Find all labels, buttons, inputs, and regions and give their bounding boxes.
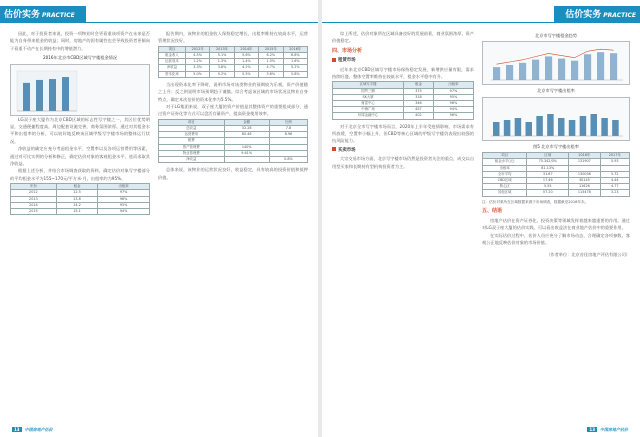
table-cell: 131907	[569, 159, 600, 165]
table-cell: 国贸三期	[333, 88, 404, 94]
table-cell: 1.6%	[283, 59, 307, 65]
table-cell: 2012	[11, 190, 57, 196]
table-cell: 5.72	[600, 171, 630, 177]
table-cell: 80.46	[224, 132, 269, 138]
table-cell: 出租率	[483, 165, 527, 171]
chart-bar	[493, 68, 500, 81]
table-row	[159, 71, 308, 77]
table-cell: 4.7%	[259, 65, 283, 71]
table-cell: 9.61%	[224, 150, 269, 156]
table-cell: 13.8	[56, 196, 98, 202]
table-header-row	[11, 184, 150, 190]
table-cell: 租金收入	[159, 53, 186, 59]
chart-bar	[532, 60, 539, 80]
chart-bar	[610, 54, 617, 81]
table-header-cell: 比例	[269, 119, 307, 125]
table-cell: 5.8%	[283, 71, 307, 77]
table-cell: 运营费用	[159, 132, 225, 138]
figure-title: 2016年北京市CBD区域写字楼租金情况	[42, 55, 118, 61]
table-cell: 运营成本	[159, 59, 186, 65]
table-cell: 6.8%	[283, 53, 307, 59]
paragraph: 大宗交易市场方面，北京写字楼市场仍然是投资者关注的重点，成交以自用型买家和长期持有型机构投资者为主。	[332, 156, 475, 169]
table-row	[333, 113, 474, 119]
table-header-cell: 2017年	[600, 153, 630, 159]
table-cell: 4.5%	[185, 53, 209, 59]
table-cell: 402	[404, 113, 434, 119]
table-cell: 11626	[569, 184, 600, 190]
table-header-cell: 项目	[159, 46, 186, 52]
table-cell: CBD区域	[483, 178, 527, 184]
line-chart-image	[482, 41, 630, 85]
chart-bar	[547, 114, 554, 136]
table-cell: 5.0%	[185, 71, 209, 77]
table-cell: 租金水平(元)	[483, 159, 527, 165]
table-cell: 12.5	[56, 190, 98, 196]
chart-bar	[558, 59, 565, 80]
table-cell: 3.23	[600, 190, 630, 196]
bar-chart-image	[482, 97, 630, 141]
paragraph: 综上所述，估价对象所在区域具备良好的发展前景，商业氛围浓厚，资产价值稳定。	[332, 31, 475, 44]
table-cell: 中海广场	[333, 107, 404, 113]
table-cell: 75.342/0%	[527, 159, 569, 165]
table-cell: 3.8%	[210, 65, 234, 71]
table-header-cell: 项目	[159, 119, 225, 125]
right-page	[322, 0, 640, 437]
left-page	[0, 0, 318, 437]
chart-bar	[515, 118, 522, 136]
chart-bar	[526, 122, 533, 136]
table-cell: 95%	[433, 94, 473, 100]
left-header-title: 估价实务 PRACTICE	[4, 10, 75, 20]
table-cell: 15.1	[56, 209, 98, 215]
table-cell: 2014	[11, 202, 57, 208]
table-cell: 6.2%	[259, 53, 283, 59]
paragraph: LG双子座大厦作为北京CBD区域的标志性写字楼之一，其区位优势明显，交通便捷程度高，周边配套设施完善，商务氛围浓厚。通过对其租金水平和出租率的分析，可以较好地反映该区域甲级写字楼市场的整体运行状况。	[10, 116, 150, 144]
section-heading: 四、市场分析	[332, 47, 363, 54]
table-header-cell: 租金	[56, 184, 98, 190]
table-cell: 5.2%	[283, 65, 307, 71]
table-cell: 7.8	[269, 126, 307, 132]
chart-bar	[36, 80, 43, 111]
chart-bar	[612, 120, 619, 136]
table-cell: 环球金融中心	[333, 113, 404, 119]
table-note: 注：估价对象所在区域数据来源于市场调查，数据截至2016年末。	[482, 199, 589, 204]
table-cell: 其他区域	[483, 190, 527, 196]
figure-title: 北京市写字楼出租率	[537, 88, 575, 94]
paragraph: 对于LG集团来说，双子座大厦的资产价值是其整体资产的重要组成部分，通过资产证券化等方式可以盘活存量资产，提高资金使用效率。	[158, 104, 308, 117]
table-cell: 财富中心	[333, 101, 404, 107]
chart-bar	[506, 65, 513, 80]
table-cell: 32.28	[224, 126, 269, 132]
journal-name: 中国房地产估价	[24, 427, 53, 432]
paragraph: 总体来说，该物业的运营状况良好，收益稳定，具有较高的投资价值和抵押价值。	[158, 167, 308, 180]
chart-bar	[569, 120, 576, 136]
table-row	[483, 190, 630, 196]
data-table	[158, 119, 308, 163]
table-cell: 3.3%	[185, 65, 209, 71]
left-header-rule	[0, 22, 318, 23]
chart-bar	[591, 114, 598, 136]
bullet-square-icon	[332, 58, 336, 62]
paragraph: 报告期内，该物业的租金收入保持稳定增长，出租率维持在较高水平，运营管理状况良好。	[158, 31, 308, 44]
bar-chart-svg	[483, 98, 629, 142]
table-cell: 81.13%	[527, 165, 569, 171]
table-cell: 96%	[433, 101, 473, 107]
table-cell: 5.93	[600, 159, 630, 165]
table-cell: 94%	[98, 209, 150, 215]
table-cell: 2015	[11, 209, 57, 215]
page-number: 13	[14, 427, 20, 432]
table-cell: 1.3%	[210, 59, 234, 65]
table-cell: 核心区	[483, 184, 527, 190]
table-cell: 17.46	[527, 178, 569, 184]
chart-bar	[536, 116, 543, 136]
table-cell: 130036	[569, 171, 600, 177]
table-cell: 资产管理费	[159, 144, 225, 150]
paragraph: 房地产估价在资产证券化、投资决策等领域发挥着越来越重要的作用。通过对LG双子座大厦的估价实践，可以看出收益法在商业地产估价中的重要作用。	[482, 218, 630, 231]
table-cell: 346	[404, 101, 434, 107]
table-cell: 5.55	[527, 184, 569, 190]
data-table	[482, 152, 630, 196]
chart-bar	[597, 53, 604, 81]
data-table	[10, 183, 150, 215]
paragraph: 在实际估价过程中，估价人员应充分了解市场动态，合理确定各项参数，客观公正地反映估价对象的市场价值。	[482, 232, 630, 246]
table-cell: 140%	[224, 144, 269, 150]
paragraph: 根据上述分析，并结合市场调查获取的资料，确定估价对象写字楼部分的平均租金水平为155~170元/平方米·月，出租率约为95%。	[10, 168, 150, 181]
table-cell: 14.2	[56, 202, 98, 208]
table-cell: 总收益	[159, 126, 225, 132]
table-cell: 4.2%	[234, 65, 258, 71]
chart-bar	[62, 77, 69, 111]
journal-name: 中国房地产估价	[600, 427, 628, 432]
paragraph: 净收益的确定应充分考虑租金水平、空置率以及各项运营费用等因素，通过对可比实例的分析和修正，确定估价对象的客观租金水平，进而求取其净收益。	[10, 146, 150, 167]
author-credit: （作者单位：北京首佳房地产评估有限公司）	[546, 251, 630, 257]
table-cell: 5.6%	[259, 71, 283, 77]
chart-series-line	[497, 50, 614, 65]
table-cell	[224, 157, 269, 163]
table-cell: 96%	[98, 196, 150, 202]
data-table	[158, 46, 308, 78]
table-cell: 4.44	[600, 178, 630, 184]
left-column-2	[158, 30, 308, 181]
table-cell: 净收益	[159, 65, 186, 71]
table-cell: 5.6%	[234, 53, 258, 59]
right-column-2	[482, 30, 630, 258]
table-cell: 31.67	[527, 171, 569, 177]
page-number: 13	[589, 427, 595, 432]
table-cell: 57.20	[527, 190, 569, 196]
paragraph: 近年来北京CBD区域写字楼市场保持稳定发展，新增供应量有限，需求持续旺盛，整体空置率维持在较低水平，租金水平稳中有升。	[332, 66, 474, 80]
right-header-rule	[322, 22, 640, 23]
chart-bar	[580, 116, 587, 136]
figure-caption: 图5 北京市写字楼出租率	[533, 143, 579, 149]
left-column-1	[10, 30, 150, 218]
table-header-cell: 出租率	[98, 184, 150, 190]
chart-bar	[493, 122, 500, 136]
bullet-square-icon	[332, 147, 336, 151]
table-header-cell: 2016年	[569, 153, 600, 159]
chart-bar	[584, 55, 591, 81]
table-header-cell: 年份	[11, 184, 57, 190]
table-cell: 115478	[569, 190, 600, 196]
table-header-cell: 金额	[224, 119, 269, 125]
figure-title: 北京市写字楼租金趋势	[535, 33, 577, 38]
table-header-cell: 2014年	[234, 46, 258, 52]
table-header-cell: 2013年	[210, 46, 234, 52]
table-cell: 8.96	[269, 132, 307, 138]
data-table	[332, 81, 474, 119]
table-row	[11, 209, 150, 215]
table-cell: 96%	[433, 113, 473, 119]
line-chart-svg	[483, 42, 629, 86]
table-cell: 1.4%	[234, 59, 258, 65]
chart-bar	[49, 79, 56, 111]
table-cell: SK大厦	[333, 94, 404, 100]
table-cell: 1.5%	[259, 59, 283, 65]
table-cell: 95%	[98, 202, 150, 208]
chart-bar	[571, 61, 578, 80]
table-cell: 375	[404, 88, 434, 94]
right-header-title: 估价实务 PRACTICE	[565, 10, 636, 20]
table-header-cell: 2012年	[185, 46, 209, 52]
table-cell: 税费	[159, 138, 225, 144]
table-header-cell: 区域	[527, 153, 569, 159]
table-cell: 97%	[98, 190, 150, 196]
table-header-cell: 2015年	[259, 46, 283, 52]
table-row	[159, 157, 308, 163]
table-header-cell: 区域写字楼	[333, 82, 404, 88]
bar-chart-image	[10, 64, 150, 116]
table-cell: 318	[404, 94, 434, 100]
table-cell: 0.8%	[269, 157, 307, 163]
chart-bar	[558, 118, 565, 136]
table-cell: 4.77	[600, 184, 630, 190]
chart-bar	[601, 118, 608, 136]
table-cell: 净收益	[159, 157, 225, 163]
table-cell: 资本化率	[159, 71, 186, 77]
table-header-cell: 租金	[404, 82, 434, 88]
table-header-cell: 2016年	[283, 46, 307, 52]
table-cell: 2013	[11, 196, 57, 202]
chart-bar	[545, 57, 552, 81]
paragraph: 当出现资本化率下降时，说明市场对该类物业的预期较为乐观，资产价值随之上升；反之则说明市场预期趋于谨慎。综合考虑该区域的市场状况及物业自身特点，确定本次估价的资本化率为5.5%。	[158, 81, 308, 102]
table-cell: 1.2%	[185, 59, 209, 65]
subsection-heading: 租赁市场	[332, 57, 474, 64]
table-cell: 5.5%	[234, 71, 258, 77]
paragraph: 因此，对于投资者来说，投资一项物业时会更看重该项资产在未来是否能为自身带来租金的收益；同时，房地产的固有属性也会导致投资者更倾向于看重不动产在长期持有中的增值潜力。	[10, 31, 150, 51]
bar-chart-svg	[11, 65, 149, 117]
table-header-cell: 出租率	[433, 82, 473, 88]
table-cell: 94%	[433, 107, 473, 113]
section-heading: 五、结语	[482, 207, 503, 214]
table-header-cell: 项目	[483, 153, 527, 159]
subsection-heading: 买卖市场	[332, 147, 474, 154]
chart-bar	[519, 63, 526, 80]
right-footer	[587, 427, 628, 433]
table-cell: 30145	[569, 178, 600, 184]
table-cell: 97%	[433, 88, 473, 94]
chart-bar	[504, 120, 511, 136]
table-cell: 5.2%	[210, 71, 234, 77]
table-cell: 5.1%	[210, 53, 234, 59]
chart-bar	[23, 83, 30, 111]
left-footer	[12, 427, 53, 433]
table-cell: 457	[404, 107, 434, 113]
paragraph: 对于北京全市写字楼市场而言，2020年上半年受疫情影响，市场需求有所放缓，空置率小幅上升，但CBD等核心区域的甲级写字楼仍表现出较强的抗风险能力。	[332, 123, 474, 144]
table-cell: 全市平均	[483, 171, 527, 177]
table-cell: 物业管理费	[159, 150, 225, 156]
right-column-1	[332, 30, 474, 170]
